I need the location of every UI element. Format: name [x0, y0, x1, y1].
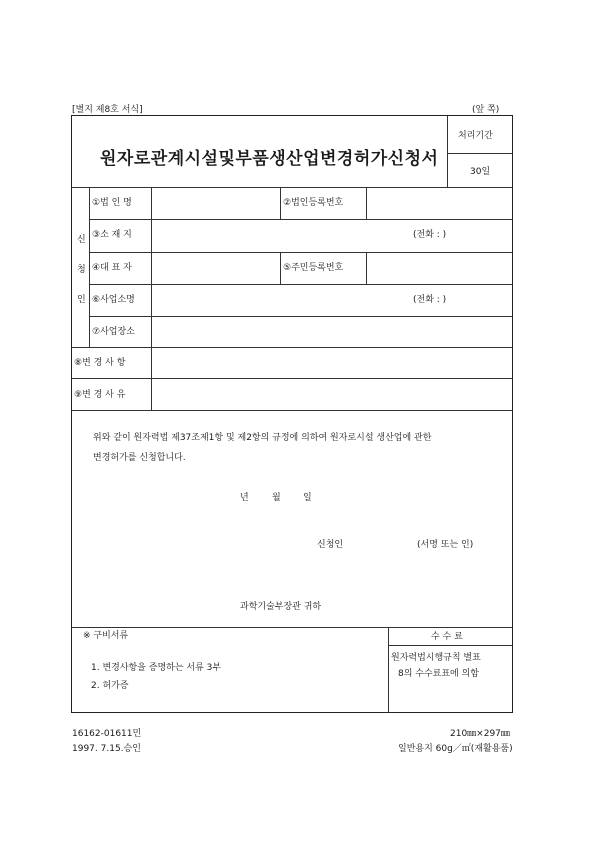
required-documents-heading: ※ 구비서류	[83, 631, 129, 641]
rule-v	[89, 187, 90, 347]
date-day-label: 일	[303, 493, 312, 503]
paper-size: 210㎜×297㎜	[450, 729, 510, 739]
phone-label: (전화 : )	[413, 230, 447, 240]
rule-v	[366, 252, 367, 284]
resident-reg-number-label: ⑤주민등록번호	[283, 263, 344, 273]
corp-reg-number-label: ②법인등록번호	[283, 198, 344, 208]
rule	[72, 347, 512, 348]
processing-period-value: 30일	[470, 167, 491, 177]
rule-v	[388, 627, 389, 713]
change-reason-label: ⑨변 경 사 유	[74, 390, 126, 400]
form-number: [별지 제8호 서식]	[72, 105, 143, 115]
required-document-item: 2. 허가증	[91, 681, 129, 691]
rule-v	[280, 187, 281, 219]
page-side-label: (앞 쪽)	[472, 105, 500, 115]
date-month-label: 월	[272, 493, 281, 503]
rule	[72, 378, 512, 379]
rule	[89, 284, 512, 285]
required-document-item: 1. 변경사항을 증명하는 서류 3부	[91, 663, 222, 673]
paper-spec: 일반용지 60g／㎡(재활용품)	[398, 744, 513, 754]
applicant-group-label: 신	[77, 235, 86, 245]
business-place-label: ⑦사업장소	[92, 327, 135, 337]
representative-label: ④대 표 자	[92, 263, 132, 273]
approval-date: 1997. 7.15.승인	[72, 744, 141, 754]
corp-name-label: ①법 인 명	[92, 198, 132, 208]
fee-heading: 수 수 료	[431, 632, 463, 642]
processing-divider-h	[447, 153, 512, 154]
rule	[72, 187, 512, 188]
signature-note: (서명 또는 인)	[417, 540, 474, 550]
applicant-signature-label: 신청인	[317, 540, 344, 550]
processing-period-label: 처리기간	[458, 131, 493, 141]
date-year-label: 년	[240, 493, 249, 503]
rule-v	[151, 187, 152, 410]
business-name-label: ⑥사업소명	[92, 295, 135, 305]
rule	[89, 219, 512, 220]
form-title: 원자로관계시설및부품생산업변경허가신청서	[100, 149, 439, 169]
rule	[89, 316, 512, 317]
statement-text	[93, 428, 503, 468]
rule	[89, 252, 512, 253]
address-label: ③소 재 지	[92, 230, 132, 240]
rule-v	[280, 252, 281, 284]
statement-line: 위와 같이 원자력법 제37조제1항 및 제2항의 규정에 의하여 원자로시설 생산업에 관한	[93, 433, 432, 443]
applicant-group-label: 인	[77, 295, 86, 305]
rule	[72, 410, 512, 411]
applicant-group-label: 청	[77, 265, 86, 275]
fee-text: 8의 수수료표에 의함	[398, 669, 480, 679]
rule	[388, 645, 512, 646]
fee-text: 원자력법시행규칙 별표	[391, 653, 481, 663]
addressee: 과학기술부장관 귀하	[240, 602, 322, 612]
statement-line: 변경허가를 신청합니다.	[93, 453, 186, 463]
change-items-label: ⑧변 경 사 항	[74, 358, 126, 368]
phone-label: (전화 : )	[413, 295, 447, 305]
form-code: 16162-01611민	[72, 729, 142, 739]
rule	[72, 627, 512, 628]
processing-divider	[447, 116, 448, 187]
rule-v	[366, 187, 367, 219]
